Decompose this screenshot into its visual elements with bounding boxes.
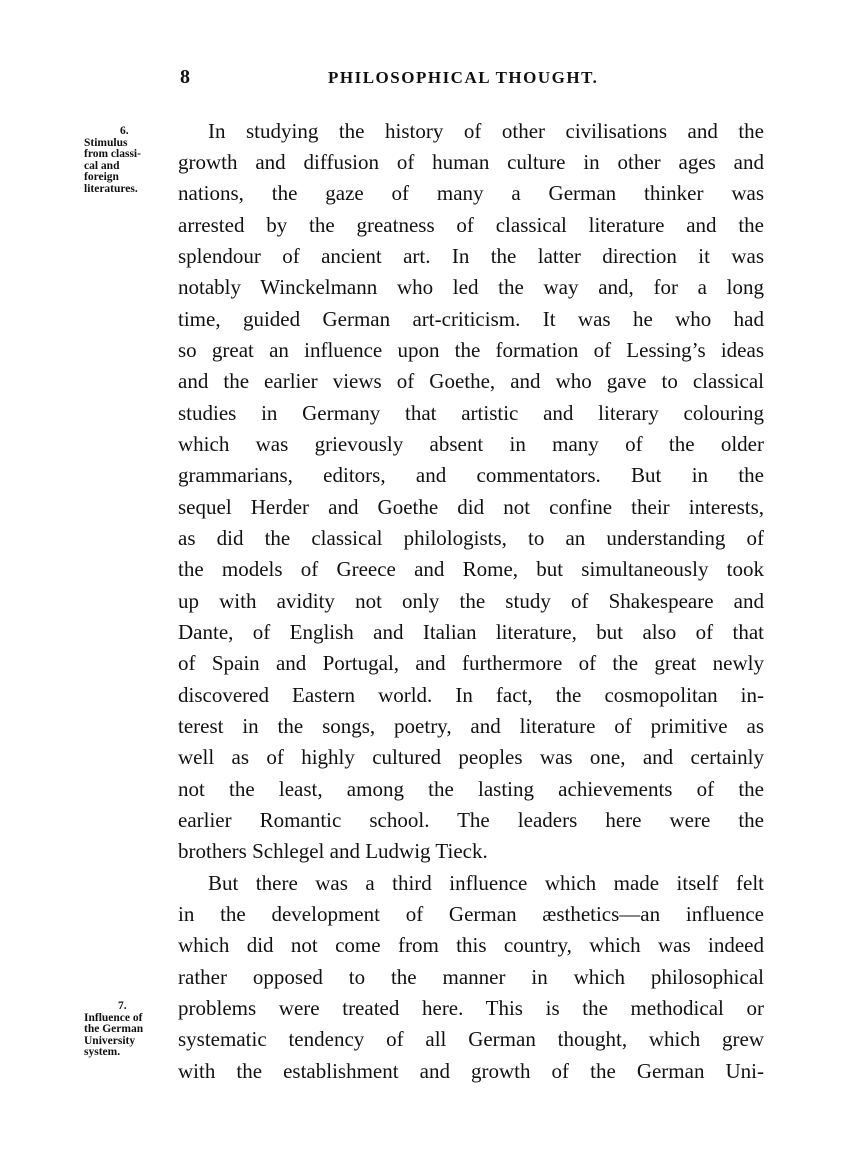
text-line: growth and diffusion of human culture in other ages and (178, 150, 764, 174)
text-line: in the development of German æsthetics—an influence (178, 902, 764, 926)
text-line: which did not come from this country, which was indeed (178, 933, 764, 957)
text-line: discovered Eastern world. In fact, the cosmopolitan in- (178, 683, 764, 707)
text-line: as did the classical philologists, to an understanding of (178, 526, 764, 550)
text-line: with the establishment and growth of the German Uni- (178, 1059, 764, 1083)
text-line: grammarians, editors, and commentators. But in the (178, 463, 764, 487)
text-line: problems were treated here. This is the methodical or (178, 996, 764, 1020)
text-line: the models of Greece and Rome, but simultaneously took (178, 557, 764, 581)
text-line: nations, the gaze of many a German thinker was (178, 181, 764, 205)
text-line: time, guided German art-criticism. It was he who had (178, 307, 764, 331)
text-line: arrested by the greatness of classical literature and the (178, 213, 764, 237)
text-line: and the earlier views of Goethe, and who gave to classical (178, 369, 764, 393)
text-line: But there was a third influence which made itself felt (208, 871, 764, 895)
text-line: up with avidity not only the study of Shakespeare and (178, 589, 764, 613)
text-line: Dante, of English and Italian literature, but also of that (178, 620, 764, 644)
page-header (0, 66, 850, 92)
page-number: 8 (180, 66, 190, 88)
text-line: studies in Germany that artistic and literary colouring (178, 401, 764, 425)
text-line: not the least, among the lasting achievements of the (178, 777, 764, 801)
text-line: systematic tendency of all German thought, which grew (178, 1027, 764, 1051)
text-line: so great an influence upon the formation of Lessing’s ideas (178, 338, 764, 362)
text-line: of Spain and Portugal, and furthermore of the great newly (178, 651, 764, 675)
margin-note-number: 6. (120, 125, 129, 137)
margin-note-university (84, 1001, 170, 1059)
text-line: rather opposed to the manner in which philosophical (178, 965, 764, 989)
text-line: sequel Herder and Goethe did not confine their interests, (178, 495, 764, 519)
text-line: earlier Romantic school. The leaders here were the (178, 808, 764, 832)
margin-note-text: Influence of the German University system. (84, 1011, 144, 1058)
running-title: PHILOSOPHICAL THOUGHT. (328, 68, 599, 87)
text-line: notably Winckelmann who led the way and, for a long (178, 275, 764, 299)
text-line: which was grievously absent in many of the older (178, 432, 764, 456)
text-line: well as of highly cultured peoples was one, and certainly (178, 745, 764, 769)
text-line: brothers Schlegel and Ludwig Tieck. (178, 839, 488, 863)
text-line: splendour of ancient art. In the latter direction it was (178, 244, 764, 268)
margin-note-text: Stimulus from classi- cal and foreign literatures. (84, 136, 141, 195)
margin-note-number: 7. (118, 1000, 127, 1012)
text-line: In studying the history of other civilisations and the (208, 119, 764, 143)
text-line: terest in the songs, poetry, and literature of primitive as (178, 714, 764, 738)
margin-note-stimulus (84, 126, 170, 195)
